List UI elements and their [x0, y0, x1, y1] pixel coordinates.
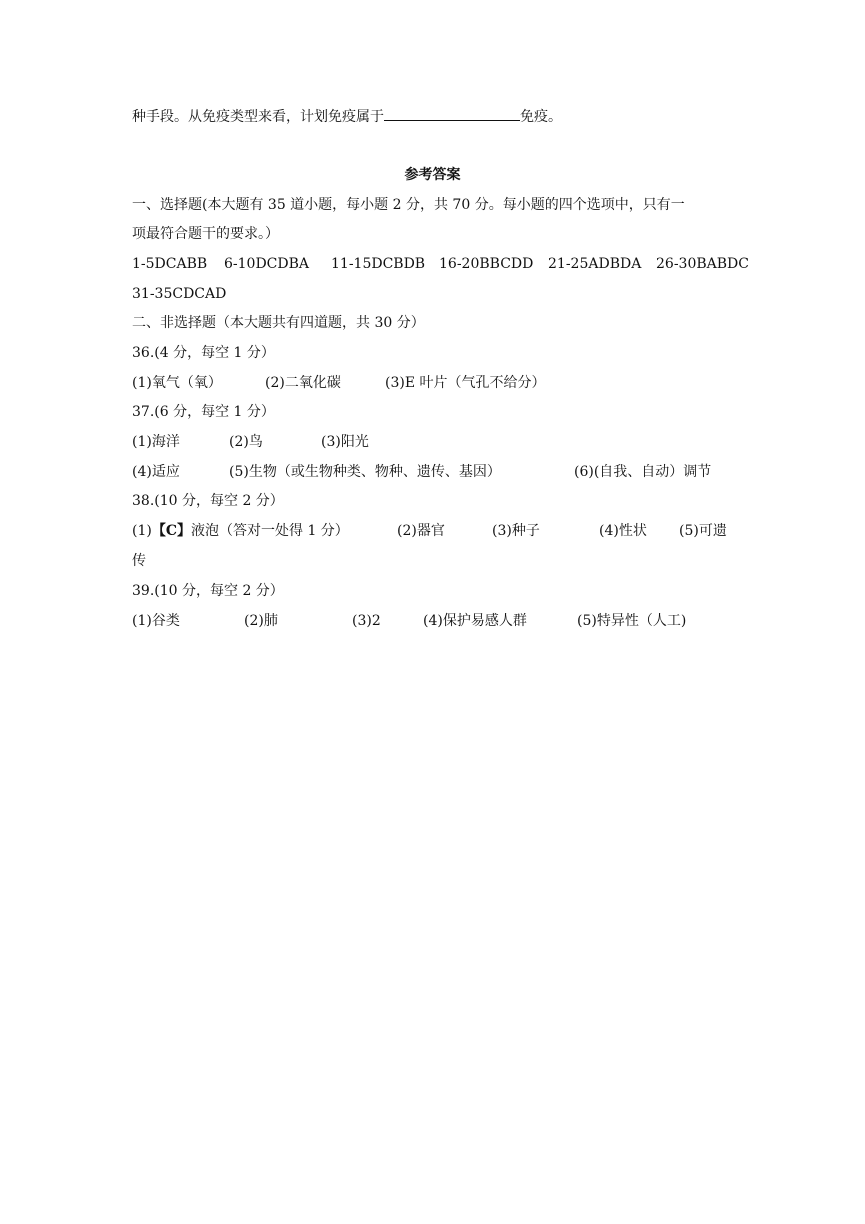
q39-header: 39.(10 分，每空 2 分） — [132, 583, 284, 599]
q38-answer: (4)性状 — [599, 523, 647, 539]
q37-answer: (1)海洋 — [132, 434, 180, 450]
q37-answer: (5)生物（或生物种类、物种、遗传、基因） — [229, 464, 501, 480]
choice-group: 26-30BABDC — [656, 256, 749, 272]
choice-group: 21-25ADBDA — [548, 256, 642, 272]
q38-answer: (2)器官 — [397, 523, 445, 539]
q37-answer: (6)(自我、自动）调节 — [574, 464, 712, 480]
q38-wrap: 传 — [132, 553, 146, 569]
q36-answer: (2)二氧化碳 — [265, 375, 341, 391]
q39-answer: (2)肺 — [244, 613, 278, 629]
answer-blank — [384, 106, 520, 121]
section2-heading: 二、非选择题（本大题共有四道题，共 30 分） — [132, 315, 425, 331]
previous-question-line — [132, 106, 562, 126]
q38-header: 38.(10 分，每空 2 分） — [132, 493, 284, 509]
q36-header: 36.(4 分，每空 1 分） — [132, 345, 275, 361]
choice-group: 11-15DCBDB — [331, 256, 426, 272]
answer-title: 参考答案 — [404, 167, 461, 183]
q39-answer: (4)保护易感人群 — [423, 613, 527, 629]
q37-answer: (4)适应 — [132, 464, 180, 480]
q38-answer-1-label: 【C】 — [151, 523, 191, 539]
section1-heading-line2: 项最符合题干的要求。） — [132, 226, 279, 242]
q38-answer-1-text: 液泡（答对一处得 1 分） — [191, 523, 349, 539]
q37-header: 37.(6 分，每空 1 分） — [132, 404, 275, 420]
choice-group: 6-10DCDBA — [224, 256, 310, 272]
choice-group: 1-5DCABB — [132, 256, 208, 272]
choice-group: 16-20BBCDD — [439, 256, 534, 272]
q36-answer: (1)氧气（氧） — [132, 375, 222, 391]
q37-answer: (3)阳光 — [321, 434, 369, 450]
choice-group-last: 31-35CDCAD — [132, 286, 227, 302]
q38-answer-1-prefix: (1) — [132, 523, 152, 539]
section1-heading-line1: 一、选择题(本大题有 35 道小题，每小题 2 分，共 70 分。每小题的四个选项中，只有一 — [132, 197, 685, 213]
q38-answer: (3)种子 — [492, 523, 540, 539]
q39-answer: (5)特异性（人工) — [577, 613, 687, 629]
previous-text-before: 种手段。从免疫类型来看，计划免疫属于 — [132, 109, 384, 125]
q38-answer: (5)可遗 — [679, 523, 727, 539]
q38-answer-1 — [132, 522, 349, 540]
q36-answer: (3)E 叶片（气孔不给分） — [385, 375, 546, 391]
q39-answer: (3)2 — [352, 613, 381, 629]
q39-answer: (1)谷类 — [132, 613, 180, 629]
q37-answer: (2)鸟 — [229, 434, 263, 450]
previous-text-after: 免疫。 — [520, 109, 562, 125]
